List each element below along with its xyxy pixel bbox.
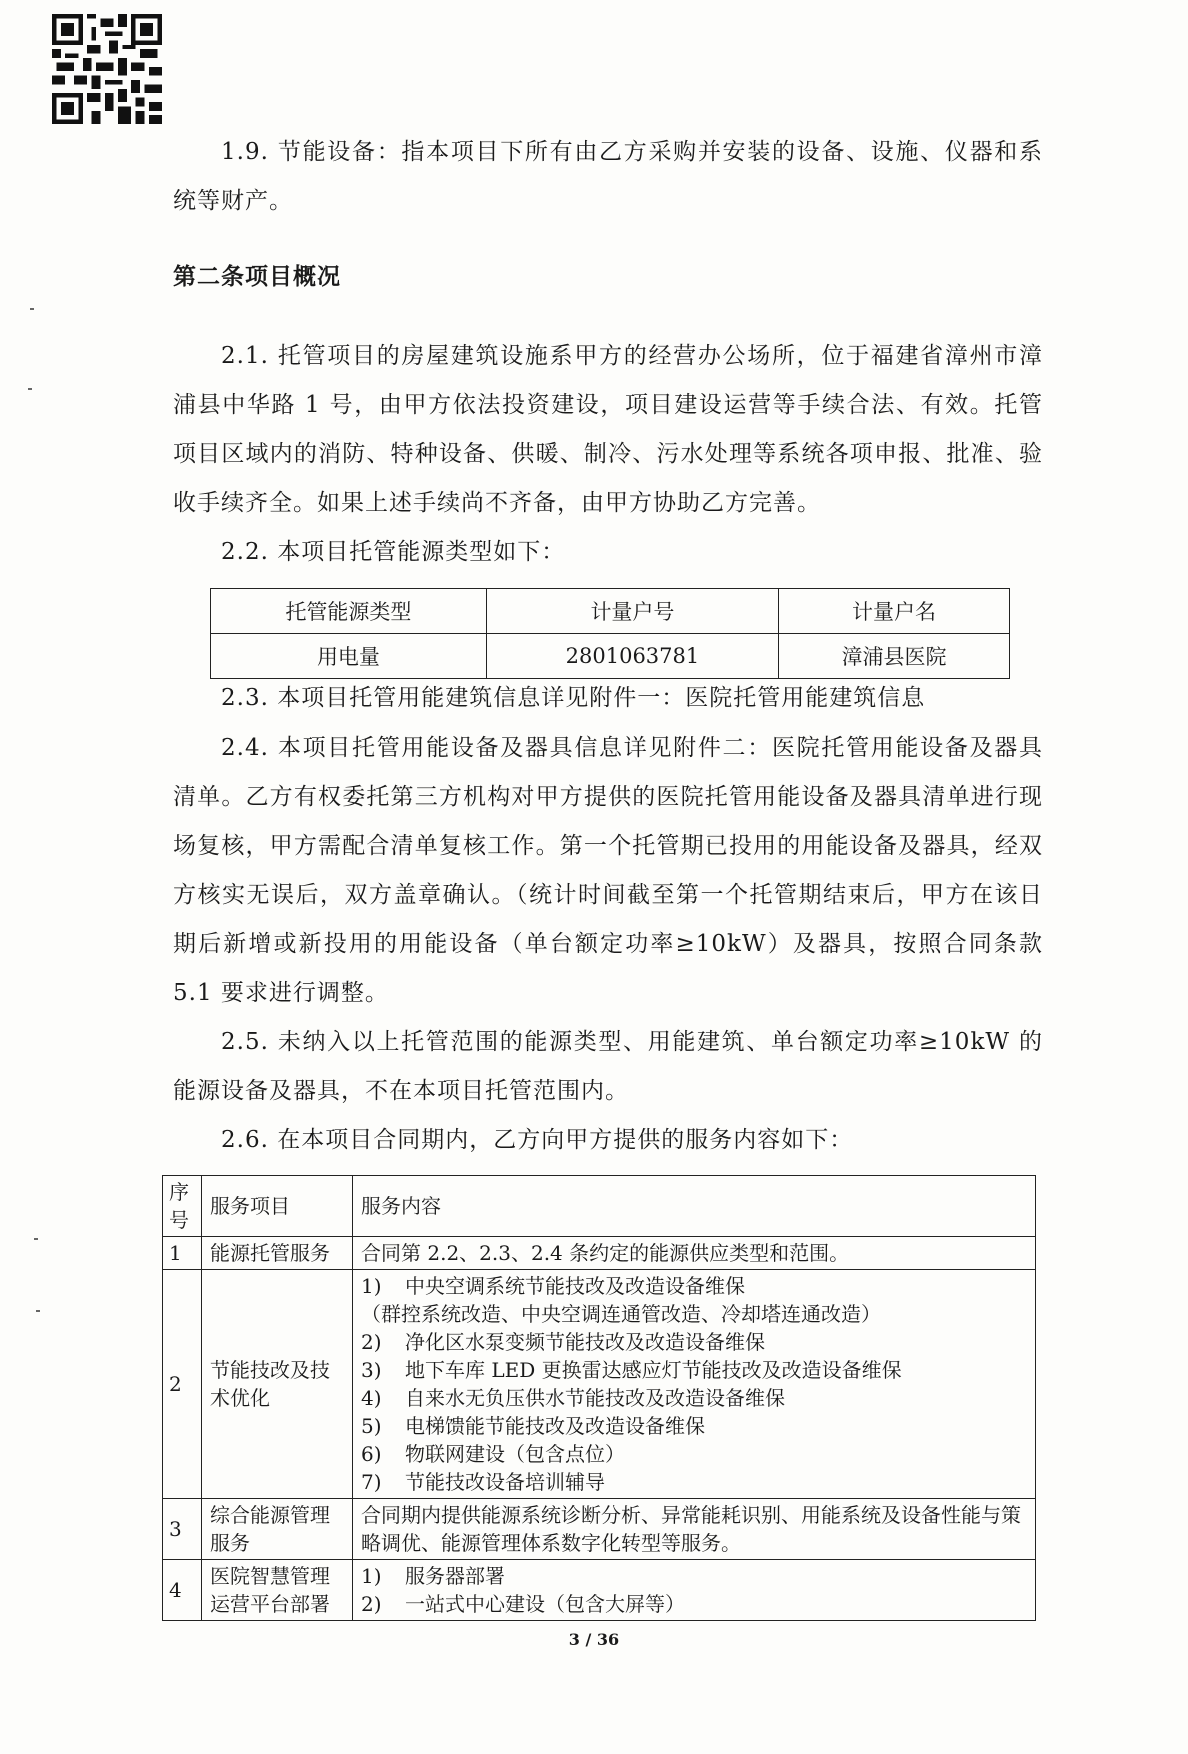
table-header-cell: 服务内容 bbox=[353, 1176, 1036, 1237]
paragraph-2-1: 2.1. 托管项目的房屋建筑设施系甲方的经营办公场所，位于福建省漳州市漳浦县中华路 1 号，由甲方依法投资建设，项目建设运营等手续合法、有效。托管项目区域内的消防、特种设备、供暖、制冷、污水处理等系统各项申报、批准、验收手续齐全。如果上述手续尚不齐备，由甲方协助乙方完善。 bbox=[173, 343, 1043, 516]
paragraph-2-3: 2.3. 本项目托管用能建筑信息详见附件一：医院托管用能建筑信息 bbox=[221, 685, 926, 711]
section-heading: 第二条项目概况 bbox=[173, 264, 341, 290]
item-number: 4) bbox=[361, 1386, 382, 1410]
table-cell: 能源托管服务 bbox=[202, 1237, 353, 1270]
scan-speck bbox=[28, 388, 32, 390]
item-number: 5) bbox=[361, 1414, 382, 1438]
table-header-cell: 计量户号 bbox=[486, 589, 778, 634]
table-cell bbox=[353, 1560, 1036, 1621]
paragraph-2-5: 2.5. 未纳入以上托管范围的能源类型、用能建筑、单台额定功率≥10kW 的能源设备及器具，不在本项目托管范围内。 bbox=[173, 1029, 1043, 1104]
item-text: 一站式中心建设（包含大屏等） bbox=[405, 1592, 685, 1616]
table-row bbox=[211, 589, 1010, 634]
scan-speck bbox=[30, 308, 34, 310]
qr-code-icon bbox=[52, 14, 162, 124]
item-text: 物联网建设（包含点位） bbox=[405, 1442, 625, 1466]
energy-type-table bbox=[210, 588, 1010, 679]
table-cell: 2 bbox=[163, 1270, 202, 1499]
table-cell: 合同期内提供能源系统诊断分析、异常能耗识别、用能系统及设备性能与策略调优、能源管理体系数字化转型等服务。 bbox=[353, 1499, 1036, 1560]
table-cell: 用电量 bbox=[211, 634, 487, 679]
item-text: 服务器部署 bbox=[405, 1564, 505, 1588]
table-cell: 医院智慧管理运营平台部署 bbox=[202, 1560, 353, 1621]
item-text: 中央空调系统节能技改及改造设备维保 bbox=[405, 1274, 745, 1298]
item-number: 6) bbox=[361, 1442, 382, 1466]
list-item bbox=[361, 1562, 1027, 1590]
table-header-cell: 计量户名 bbox=[779, 589, 1010, 634]
table-cell: 1 bbox=[163, 1237, 202, 1270]
item-number: 1) bbox=[361, 1274, 382, 1298]
table-header-cell: 序号 bbox=[163, 1176, 202, 1237]
table-cell: 3 bbox=[163, 1499, 202, 1560]
list-item bbox=[361, 1328, 1027, 1356]
table-cell: 2801063781 bbox=[486, 634, 778, 679]
table-header-cell: 服务项目 bbox=[202, 1176, 353, 1237]
list-item bbox=[361, 1384, 1027, 1412]
item-number: 7) bbox=[361, 1470, 382, 1494]
scan-speck bbox=[34, 1238, 38, 1240]
table-header-cell: 托管能源类型 bbox=[211, 589, 487, 634]
page-number: 3 / 36 bbox=[568, 1630, 620, 1649]
list-item bbox=[361, 1272, 1027, 1300]
list-item bbox=[361, 1468, 1027, 1496]
item-text: 净化区水泵变频节能技改及改造设备维保 bbox=[405, 1330, 765, 1354]
item-text: （群控系统改造、中央空调连通管改造、冷却塔连通改造） bbox=[361, 1302, 881, 1326]
item-number: 3) bbox=[361, 1358, 382, 1382]
paragraph-1-9: 1.9. 节能设备：指本项目下所有由乙方采购并安装的设备、设施、仪器和系统等财产。 bbox=[173, 139, 1043, 214]
list-item bbox=[361, 1356, 1027, 1384]
table-cell: 4 bbox=[163, 1560, 202, 1621]
table-cell bbox=[353, 1270, 1036, 1499]
list-item bbox=[361, 1412, 1027, 1440]
item-number: 2) bbox=[361, 1330, 382, 1354]
table-cell: 漳浦县医院 bbox=[779, 634, 1010, 679]
table-row bbox=[211, 634, 1010, 679]
item-text: 自来水无负压供水节能技改及改造设备维保 bbox=[405, 1386, 785, 1410]
table-row bbox=[163, 1270, 1036, 1499]
table-row bbox=[163, 1499, 1036, 1560]
scan-speck bbox=[36, 1310, 40, 1312]
table-row bbox=[163, 1237, 1036, 1270]
item-text: 节能技改设备培训辅导 bbox=[405, 1470, 605, 1494]
paragraph-2-6: 2.6. 在本项目合同期内，乙方向甲方提供的服务内容如下： bbox=[221, 1127, 854, 1153]
item-number: 2) bbox=[361, 1592, 382, 1616]
item-text: 地下车库 LED 更换雷达感应灯节能技改及改造设备维保 bbox=[405, 1358, 902, 1382]
item-text: 电梯馈能节能技改及改造设备维保 bbox=[405, 1414, 705, 1438]
table-cell: 节能技改及技术优化 bbox=[202, 1270, 353, 1499]
table-row bbox=[163, 1560, 1036, 1621]
table-cell: 合同第 2.2、2.3、2.4 条约定的能源供应类型和范围。 bbox=[353, 1237, 1036, 1270]
list-item bbox=[361, 1300, 1027, 1328]
table-row bbox=[163, 1176, 1036, 1237]
service-content-table bbox=[162, 1175, 1036, 1621]
paragraph-2-4: 2.4. 本项目托管用能设备及器具信息详见附件二：医院托管用能设备及器具清单。乙方有权委托第三方机构对甲方提供的医院托管用能设备及器具清单进行现场复核，甲方需配合清单复核工作。第一个托管期已投用的用能设备及器具，经双方核实无误后，双方盖章确认。（统计时间截至第一个托管期结束后，甲方在该日期后新增或新投用的用能设备（单台额定功率≥10kW）及器具，按照合同条款 5.1 要求进行调整。 bbox=[173, 735, 1043, 1006]
item-number: 1) bbox=[361, 1564, 382, 1588]
paragraph-2-2: 2.2. 本项目托管能源类型如下： bbox=[221, 539, 566, 565]
list-item bbox=[361, 1440, 1027, 1468]
table-cell: 综合能源管理服务 bbox=[202, 1499, 353, 1560]
list-item bbox=[361, 1590, 1027, 1618]
